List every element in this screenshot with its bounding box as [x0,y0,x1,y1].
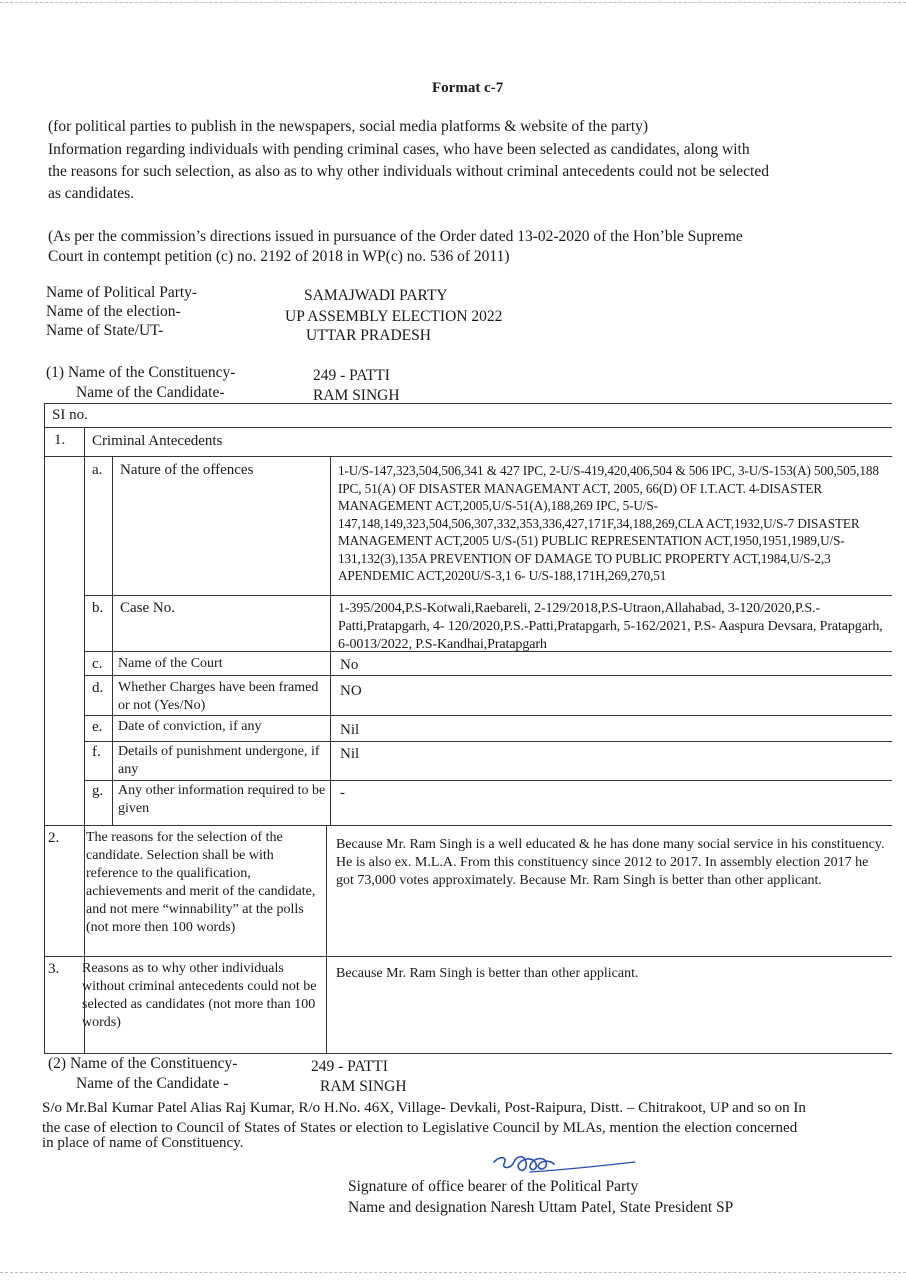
party-label: Name of Political Party- [46,284,198,301]
row-e-value: Nil [340,722,360,738]
criminal-antecedents-table [44,403,892,1053]
row-3-value: Because Mr. Ram Singh is better than other applicant. [336,966,639,981]
row-f-letter: f. [92,744,101,760]
row-2-value: Because Mr. Ram Singh is a well educated & he has done many social service in his constituency. He is also ex. M.L.A. From this constituency since 2012 to 2017. In assembly election 2017 he got 73,000 votes approximately. Because Mr. Ram Singh is better than other applicant. [336,837,885,888]
designation-line: Name and designation Naresh Uttam Patel, State President SP [348,1199,734,1216]
constituency-2-label: (2) Name of the Constituency- [48,1055,238,1072]
row-c-label: Name of the Court [118,656,223,671]
page-top-edge [0,2,906,3]
row-f-label: Details of punishment undergone, if any [118,744,320,777]
row-d-label: Whether Charges have been framed or not (Yes/No) [118,680,319,713]
row-g-label: Any other information required to be given [118,783,326,816]
election-label: Name of the election- [46,303,181,320]
row-e-letter: e. [92,719,103,735]
constituency-2-value: 249 - PATTI [311,1058,388,1075]
intro-text: (for political parties to publish in the newspapers, social media platforms & website of the party) [48,118,649,135]
row-3-label: Reasons as to why other individuals without criminal antecedents could not be selected as candidates (not more than 100 words) [82,961,317,1030]
directions-line-1: (As per the commission’s directions issued in pursuance of the Order dated 13-02-2020 of the Hon’ble Supreme [48,228,743,245]
state-label: Name of State/UT- [46,322,164,339]
row-1-number: 1. [54,432,66,448]
row-a-label: Nature of the offences [120,462,254,478]
row-a-value: 1-U/S-147,323,504,506,341 & 427 IPC, 2-U/S-419,420,406,504 & 506 IPC, 3-U/S-153(A) 500,505,188 IPC, 51(A) OF DISASTER MANAGEMANT ACT, 2005, 66(D) OF I.T.ACT. 4-DISASTER MANAGEMENT ACT,2005,U/S-51(A),188,269 IPC, 5-U/S-147,148,149,323,504,506,307,332,353,336,427,171F,34,188,269,CLA ACT,1932,U/S-7 DISASTER MANAGEMENT ACT,2005 U/S-(51) PUBLIC REPRESENTATION ACT,1950,1951,1989,U/S-131,132(3),135A PREVENTION OF DAMAGE TO PUBLIC PROPERTY ACT,1984,U/S-2,3 APENDEMIC ACT,2020U/S-3,1 6- U/S-188,171H,269,270,51 [338,463,879,583]
constituency-1-value: 249 - PATTI [313,367,390,384]
address-line-2: the case of election to Council of States of States or election to Legislative Council by MLAs, mention the election concerned [42,1120,798,1136]
signature-caption: Signature of office bearer of the Political Party [348,1178,639,1195]
candidate-2-label: Name of the Candidate - [76,1075,229,1092]
row-e-label: Date of conviction, if any [118,719,262,734]
election-value: UP ASSEMBLY ELECTION 2022 [285,308,503,325]
row-1-title: Criminal Antecedents [92,433,223,449]
directions-line-2: Court in contempt petition (c) no. 2192 of 2018 in WP(c) no. 536 of 2011) [48,248,510,265]
row-g-letter: g. [92,783,104,799]
row-c-value: No [340,657,359,673]
candidate-1-label: Name of the Candidate- [76,384,225,401]
row-b-value: 1-395/2004,P.S-Kotwali,Raebareli, 2-129/2018,P.S-Utraon,Allahabad, 3-120/2020,P.S.-Patti,Pratapgarh, 4- 120/2020,P.S.-Patti,Pratapgarh, 5-162/2021, P.S- Aaspura Devsara, Pratapgarh, 6-0013/2022, P.S-Kandhai,Pratapgarh [338,601,883,652]
info-line-2: the reasons for such selection, as also as to why other individuals without criminal antecedents could not be selected [48,163,769,180]
candidate-1-value: RAM SINGH [313,387,400,404]
page-bottom-edge [0,1272,906,1273]
row-g-value: - [340,785,345,801]
row-b-letter: b. [92,600,104,616]
row-a-letter: a. [92,462,103,478]
row-b-label: Case No. [120,600,175,616]
row-3-number: 3. [48,961,60,977]
constituency-1-label: (1) Name of the Constituency- [46,364,236,381]
party-value: SAMAJWADI PARTY [304,287,448,304]
row-c-letter: c. [92,656,103,672]
row-2-number: 2. [48,830,60,846]
row-d-letter: d. [92,680,104,696]
row-2-label: The reasons for the selection of the candidate. Selection shall be with reference to the qualification, achievements and merit of the candidate, and not mere “winnability” at the polls (not more then 100 words) [86,830,316,935]
info-line-1: Information regarding individuals with pending criminal cases, who have been selected as candidates, along with [48,141,750,158]
address-line-3: in place of name of Constituency. [42,1135,244,1151]
row-d-value: NO [340,683,362,699]
candidate-2-value: RAM SINGH [320,1078,407,1095]
row-f-value: Nil [340,746,360,762]
address-line-1: S/o Mr.Bal Kumar Patel Alias Raj Kumar, R/o H.No. 46X, Village- Devkali, Post-Raipura, Distt. – Chitrakoot, UP and so on In [42,1100,806,1116]
info-line-3: as candidates. [48,185,135,202]
document-title: Format c-7 [432,80,504,96]
sl-no-header: SI no. [52,407,88,423]
state-value: UTTAR PRADESH [306,327,431,344]
